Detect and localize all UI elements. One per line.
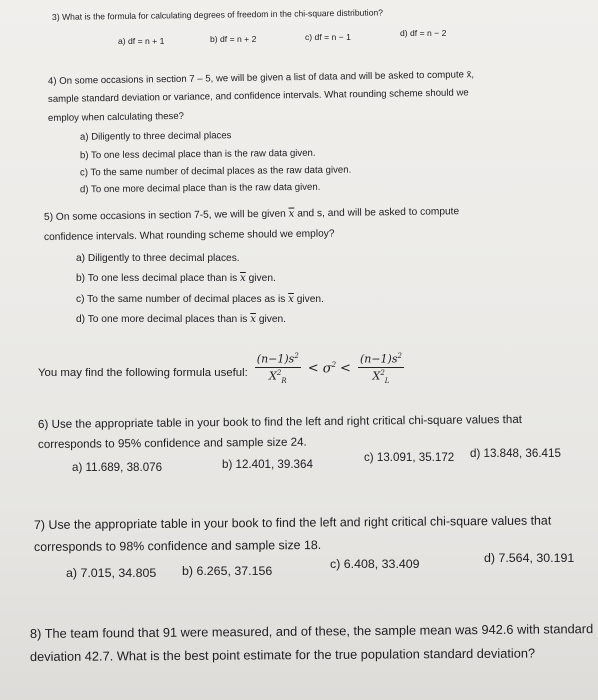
question-5-option-b: b) To one less decimal place than is $\overline{x}$ given.: [76, 273, 276, 284]
question-7-line-1: 7) Use the appropriate table in your book to find the left and right critical chi-square values that: [33, 513, 552, 532]
question-4-option-a: a) Diligently to three decimal places: [79, 130, 232, 143]
question-7-option-d: d) 7.564, 30.191: [484, 551, 575, 565]
question-6-line-2: corresponds to 95% confidence and sample size 24.: [37, 435, 307, 451]
question-5-option-a: a) Diligently to three decimal places.: [76, 253, 240, 264]
formula-lead-text: You may find the following formula useful:: [38, 367, 248, 380]
confidence-interval-formula: [38, 352, 407, 385]
formula-less-than-1: <: [307, 360, 319, 376]
question-3-text: 3) What is the formula for calculating degrees of freedom in the chi-square distribution?: [51, 7, 384, 22]
question-4-line-2: sample standard deviation or variance, and confidence intervals. What rounding scheme should we: [47, 87, 469, 105]
question-8-line-1: 8) The team found that 91 were measured, and of these, the sample mean was 942.6 with standard: [29, 621, 594, 641]
question-3-option-c: c) df = n − 1: [305, 32, 351, 42]
question-4-option-c: c) To the same number of decimal places as the raw data given.: [79, 164, 352, 179]
question-4-line-3: employ when calculating these?: [47, 110, 185, 124]
question-7-option-b: b) 6.265, 37.156: [182, 564, 273, 578]
question-5-option-d: d) To one more decimal places than is $\overline{x}$ given.: [76, 314, 286, 325]
question-4-option-b: b) To one less decimal place than is the raw data given.: [79, 147, 316, 162]
question-5-line-2: confidence intervals. What rounding scheme should we employ?: [43, 228, 335, 243]
question-4-option-d: d) To one more decimal place than is the raw data given.: [79, 181, 321, 196]
question-3-option-d: d) df = n − 2: [400, 28, 447, 38]
question-5-option-c: c) To the same number of decimal places as is $\overline{x}$ given.: [76, 294, 324, 305]
question-6-option-d: d) 13.848, 36.415: [470, 447, 561, 460]
formula-right-fraction: $\frac{(n-1)s^2}{X^2_L}$: [359, 352, 402, 385]
question-5-line-1: 5) On some occasions in section 7-5, we will be given $\overline{x}$ and s, and will be asked to compute: [43, 206, 460, 223]
formula-left-fraction: $\frac{(n-1)s^2}{X^2_R}$: [256, 352, 299, 385]
question-7-line-2: corresponds to 98% confidence and sample size 18.: [33, 537, 322, 554]
question-6-option-c: c) 13.091, 35.172: [364, 451, 455, 464]
question-3-option-b: b) df = n + 2: [210, 34, 257, 44]
question-7-option-c: c) 6.408, 33.409: [330, 557, 420, 571]
question-8-line-2: deviation 42.7. What is the best point estimate for the true population standard deviation?: [29, 645, 536, 664]
question-6-line-1: 6) Use the appropriate table in your book to find the left and right critical chi-square values that: [37, 412, 523, 431]
question-6-option-a: a) 11.689, 38.076: [72, 461, 163, 474]
question-6-option-b: b) 12.401, 39.364: [222, 458, 313, 471]
formula-sigma-squared: $\sigma^2$: [322, 360, 337, 376]
formula-less-than-2: <: [340, 360, 351, 376]
question-4-line-1: 4) On some occasions in section 7 – 5, we will be given a list of data and will be asked to compute x̄,: [47, 69, 475, 87]
question-3-option-a: a) df = n + 1: [118, 36, 165, 46]
question-7-option-a: a) 7.015, 34.805: [66, 566, 157, 580]
